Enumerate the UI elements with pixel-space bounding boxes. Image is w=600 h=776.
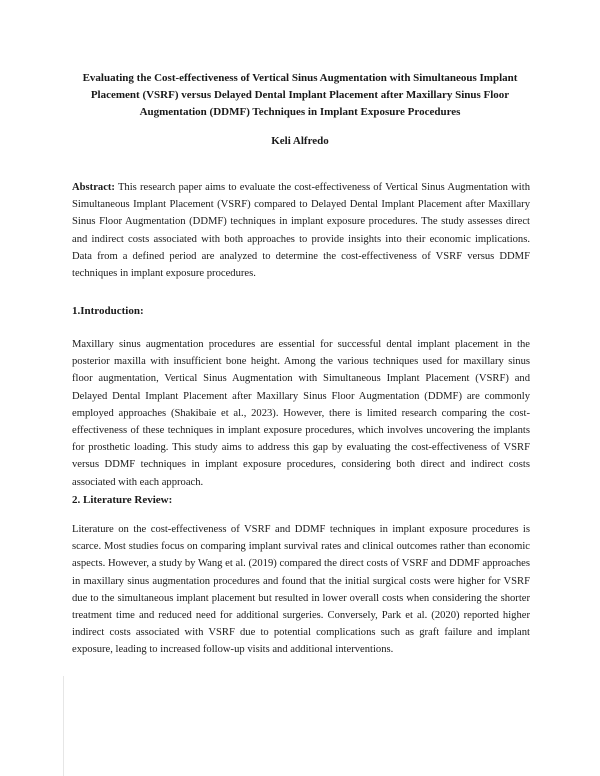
abstract-paragraph: [72, 179, 530, 282]
paper-title: Evaluating the Cost-effectiveness of Vertical Sinus Augmentation with Simultaneous Implant Placement (VSRF) versus Delayed Dental Implant Placement after Maxillary Sinus Floor Augmentation (DDMF) Techniques in Implant Exposure Procedures: [82, 72, 518, 118]
section-heading-literature-review: 2. Literature Review:: [72, 494, 173, 506]
section-heading-introduction: 1.Introduction:: [72, 305, 144, 317]
page-margin-line: [63, 676, 64, 776]
abstract-text: This research paper aims to evaluate the cost-effectiveness of Vertical Sinus Augmentation with Simultaneous Implant Placement (VSRF) compared to Delayed Dental Implant Placement after Maxillary Sinus Floor Augmentation (DDMF) techniques in implant exposure procedures. The study assesses direct and indirect costs associated with both approaches to provide insights into their economic implications. Data from a defined period are analyzed to determine the cost-effectiveness of VSRF versus DDMF techniques in implant exposure procedures.: [72, 182, 530, 280]
author-name: Keli Alfredo: [271, 135, 329, 147]
section-body-introduction: Maxillary sinus augmentation procedures are essential for successful dental implant placement in the posterior maxilla with insufficient bone height. Among the various techniques used for maxillary sinus floor augmentation, Vertical Sinus Augmentation with Simultaneous Implant Placement (VSRF) and Delayed Dental Implant Placement after Maxillary Sinus Floor Augmentation (DDMF) are commonly employed approaches (Shakibaie et al., 2023). However, there is limited research comparing the cost-effectiveness of these techniques in implant exposure procedures, which involves uncovering the implants for prosthetic loading. This study aims to address this gap by evaluating the cost-effectiveness of VSRF versus DDMF techniques in implant exposure procedures, considering both direct and indirect costs associated with each approach.: [72, 339, 530, 488]
abstract-label: Abstract:: [72, 182, 115, 193]
section-body-literature-review: Literature on the cost-effectiveness of VSRF and DDMF techniques in implant exposure procedures is scarce. Most studies focus on comparing implant survival rates and clinical outcomes rather than economic aspects. However, a study by Wang et al. (2019) compared the direct costs of VSRF and DDMF approaches in maxillary sinus augmentation procedures and found that the initial surgical costs were higher for VSRF due to the simultaneous implant placement but resulted in lower overall costs when considering the shorter treatment time and reduced need for additional surgeries. Conversely, Park et al. (2020) reported higher indirect costs associated with VSRF due to potential complications such as graft failure and implant exposure, leading to increased follow-up visits and additional interventions.: [72, 524, 530, 656]
